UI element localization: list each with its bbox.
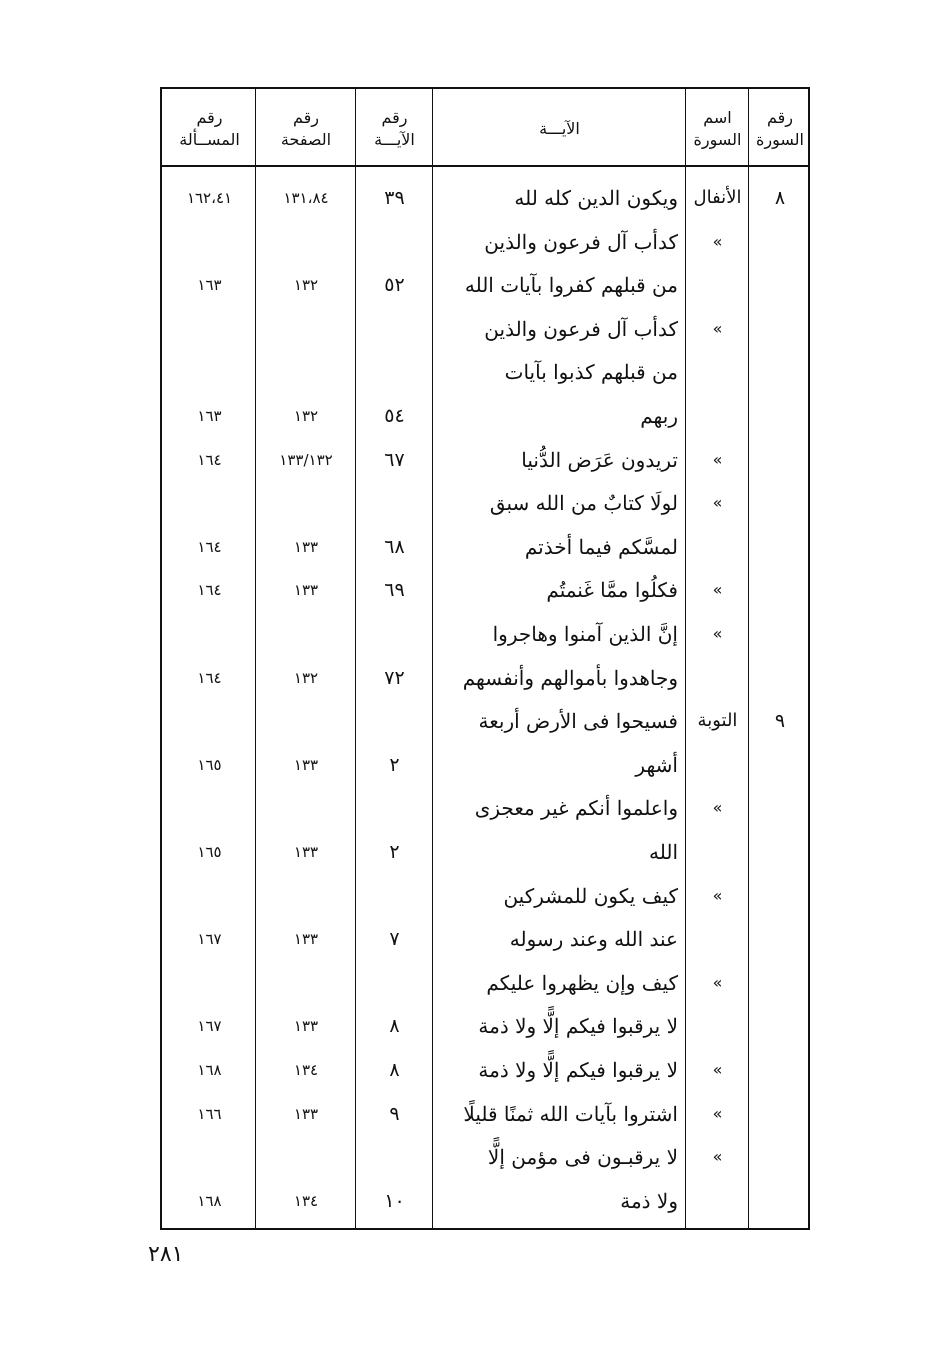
verse-text-line: كدأب آل فرعون والذين	[484, 316, 678, 341]
page-reference: ١٣١،٨٤	[283, 189, 329, 207]
surah-number	[750, 1140, 810, 1174]
header-line: المســألة	[179, 130, 240, 149]
issue-number: ١٦٤	[197, 668, 222, 687]
header-divider	[162, 165, 808, 167]
surah-number	[750, 1097, 810, 1131]
surah-name: الأنفال	[693, 187, 742, 208]
header-surah-name	[687, 97, 748, 161]
issue-number: ١٦٦	[197, 1104, 222, 1123]
verse-text-line: كيف يكون للمشركين	[503, 883, 678, 908]
verse-text-line: عند الله وعند رسوله	[509, 927, 678, 952]
header-line: رقم	[292, 108, 320, 127]
issue-number: ١٦٣	[197, 407, 222, 425]
header-line: اسم	[703, 108, 732, 127]
verse-text-line: اشتروا بآيات الله ثمنًا قليلًا	[463, 1101, 678, 1126]
header-ayah-text	[434, 97, 685, 161]
surah-number	[750, 312, 810, 346]
column-divider	[355, 89, 356, 1228]
verse-text-line: ويكون الدين كله لله	[514, 186, 678, 210]
surah-number	[750, 486, 810, 520]
page-reference: ١٣٣	[293, 930, 319, 949]
surah-number	[750, 791, 810, 825]
verse-text-line: كدأب آل فرعون والذين	[484, 229, 678, 254]
verse-text-line: لمسَّكم فيما أخذتم	[524, 534, 678, 559]
verse-text-line: تريدون عَرَض الدُّنيا	[521, 447, 678, 472]
verse-text-line: الله	[649, 840, 678, 864]
verse-text-line: ربهم	[640, 404, 678, 428]
column-divider	[255, 89, 256, 1228]
page-reference: ١٣٢	[293, 276, 319, 295]
ditto-mark: »	[712, 1147, 723, 1167]
issue-number: ١٦٨	[197, 1061, 222, 1079]
issue-number: ١٦٧	[197, 930, 222, 949]
verse-text-line: أشهر	[635, 752, 678, 777]
issue-number: ١٦٣	[197, 276, 222, 295]
surah-number	[750, 443, 810, 477]
verse-text-line: وجاهدوا بأموالهم وأنفسهم	[462, 665, 678, 690]
page-reference: ١٣٣/١٣٢	[279, 450, 333, 469]
surah-number	[750, 879, 810, 913]
surah-number	[750, 573, 810, 607]
ditto-mark: »	[712, 1060, 723, 1079]
ayah-number: ٩	[389, 1102, 400, 1125]
header-page-number	[257, 97, 355, 161]
header-line: الآيـــة	[539, 119, 580, 138]
ayah-number: ٢	[389, 753, 400, 776]
issue-number: ١٦٤	[197, 537, 222, 556]
ayah-number: ١٠	[384, 1189, 405, 1212]
issue-number: ١٦٢،٤١	[186, 189, 233, 207]
page-reference: ١٣٣	[293, 755, 319, 774]
verse-text-line: إنَّ الذين آمنوا وهاجروا	[492, 622, 678, 646]
header-line: رقم	[766, 108, 794, 127]
surah-number: ٨	[774, 187, 786, 209]
verse-text-line: ولا ذمة	[620, 1188, 678, 1213]
ditto-mark: »	[712, 493, 723, 513]
surah-number	[750, 225, 810, 259]
surah-number	[750, 1053, 810, 1087]
issue-number: ١٦٤	[197, 450, 222, 469]
page-reference: ١٣٢	[293, 407, 319, 425]
ayah-number: ٥٢	[384, 274, 405, 297]
ayah-number: ٨	[389, 1059, 400, 1081]
ayah-number: ٣٩	[384, 187, 405, 209]
header-line: الآيـــة	[374, 130, 415, 149]
verse-text-line: فسيحوا فى الأرض أربعة	[478, 709, 678, 734]
ayah-number: ٨	[389, 1015, 400, 1038]
column-divider	[432, 89, 433, 1228]
header-line: السورة	[693, 130, 742, 149]
surah-number	[750, 966, 810, 1000]
page-reference: ١٣٣	[293, 581, 319, 600]
page-reference: ١٣٣	[293, 843, 319, 861]
page-reference: ١٣٢	[293, 668, 319, 687]
ditto-mark: »	[712, 798, 723, 818]
header-surah-number	[750, 97, 810, 161]
issue-number: ١٦٨	[197, 1191, 222, 1210]
page-reference: ١٣٣	[293, 1104, 319, 1123]
page-reference: ١٣٤	[293, 1191, 319, 1210]
column-divider	[685, 89, 686, 1228]
surah-number	[750, 617, 810, 651]
verse-text-line: لا يرقبوا فيكم إلًّا ولا ذمة	[478, 1014, 678, 1039]
header-line: السورة	[756, 130, 804, 149]
verse-text-line: من قبلهم كفروا بآيات الله	[464, 273, 678, 298]
ditto-mark: »	[712, 885, 723, 905]
page-reference: ١٣٤	[293, 1061, 319, 1079]
ayah-number: ٧	[389, 928, 400, 951]
ditto-mark: »	[712, 580, 723, 600]
header-ayah-number	[357, 97, 432, 161]
ayah-number: ٧٢	[384, 666, 405, 689]
issue-number: ١٦٥	[197, 755, 222, 774]
issue-number: ١٦٥	[197, 843, 222, 861]
verse-text-line: من قبلهم كذبوا بآيات	[504, 360, 678, 385]
verse-text-line: فكلُوا ممَّا غَنمتُم	[546, 578, 678, 603]
verse-index-table	[160, 87, 810, 1230]
verse-text-line: كيف وإن يظهروا عليكم	[486, 970, 678, 995]
header-line: رقم	[381, 108, 408, 127]
header-line: الصفحة	[280, 130, 332, 149]
ditto-mark: »	[712, 1103, 723, 1123]
ditto-mark: »	[712, 624, 723, 643]
verse-text-line: لولَا كتابٌ من الله سبق	[489, 491, 678, 516]
ayah-number: ٢	[389, 841, 400, 863]
verse-text-line: واعلموا أنكم غير معجزى	[474, 796, 678, 821]
ayah-number: ٥٤	[384, 405, 405, 427]
ditto-mark: »	[712, 318, 723, 338]
ditto-mark: »	[712, 972, 723, 992]
page-number: ٢٨١	[148, 1242, 184, 1267]
surah-name: التوبة	[697, 710, 738, 732]
page-reference: ١٣٣	[293, 1017, 319, 1036]
surah-number: ٩	[774, 710, 786, 733]
header-line: رقم	[196, 108, 223, 127]
ayah-number: ٦٧	[384, 448, 405, 471]
issue-number: ١٦٤	[197, 581, 222, 600]
page-reference: ١٣٣	[293, 537, 319, 556]
verse-text-line: لا يرقبوا فيكم إلًّا ولا ذمة	[478, 1058, 678, 1082]
ayah-number: ٦٨	[384, 535, 405, 558]
column-divider	[748, 89, 749, 1228]
ditto-mark: »	[712, 449, 723, 469]
ditto-mark: »	[712, 231, 723, 251]
header-issue-number	[164, 97, 255, 161]
verse-text-line: لا يرقبـون فى مؤمن إلًّا	[487, 1145, 678, 1170]
ayah-number: ٦٩	[384, 579, 405, 602]
issue-number: ١٦٧	[197, 1017, 222, 1036]
